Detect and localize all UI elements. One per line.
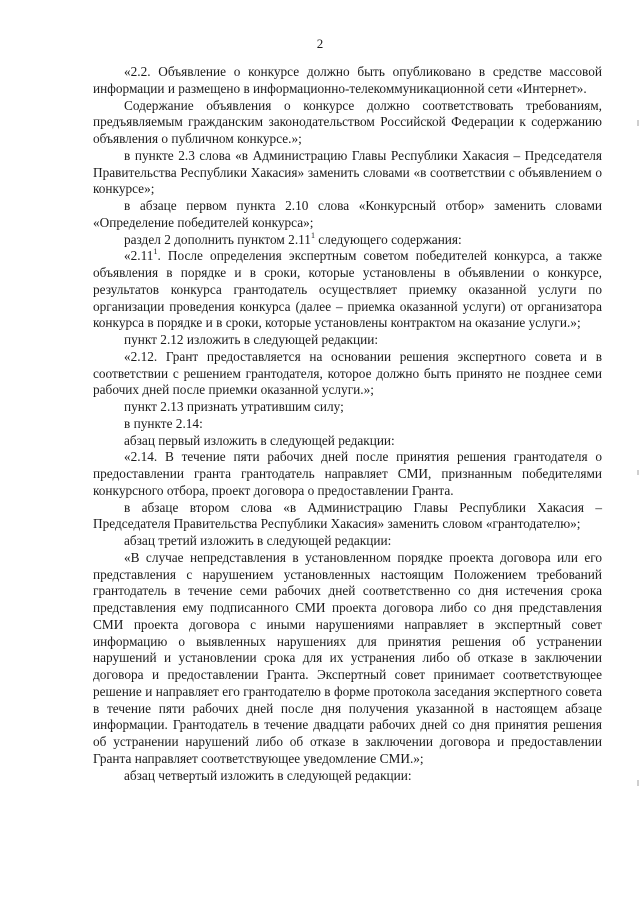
paragraph-2-10-amendment: в абзаце первом пункта 2.10 слова «Конкурсный отбор» заменить словами «Определение победителей конкурса»; — [93, 198, 602, 230]
scan-edge-mark — [637, 120, 639, 126]
paragraph-2-3-amendment: в пункте 2.3 слова «в Администрацию Главы Республики Хакасия – Председателя Правительства Республики Хакасия» заменить словами «в соответствии с объявлением о конкурсе»; — [93, 147, 602, 197]
paragraph-2-12-intro: пункт 2.12 изложить в следующей редакции: — [124, 332, 379, 347]
document-body — [93, 64, 602, 784]
paragraph-first-abzac-intro: абзац первый изложить в следующей редакции: — [124, 432, 395, 448]
paragraph-text: «2.11 — [124, 248, 154, 264]
paragraph-text: следующего содержания: — [314, 231, 462, 247]
paragraph-2-14-intro: в пункте 2.14: — [124, 415, 203, 431]
paragraph-fourth-abzac-intro: абзац четвертый изложить в следующей редакции: — [124, 767, 412, 783]
paragraph-third-abzac-text: «В случае непредставления в установленном порядке проекта договора или его представления с нарушением установленных настоящим Положением требований грантодатель в течение семи рабочих дней соответственно со дня истечения срока представления ему подписанного СМИ проекта договора либо со дня представления СМИ проекта договора с иными нарушениями направляет в экспертный совет информацию о выявленных нарушениях для принятия решения об устранении нарушений и установлении срока для их устранения либо об отказе в заключении договора и предоставлении Гранта. Экспертный совет принимает соответствующее решение и направляет его грантодателю в форме протокола заседания экспертного совета в течение пяти рабочих дней после дня получения указанной в настоящем абзаце информации. Грантодатель в течение двадцати рабочих дней со дня принятия решения об устранении нарушений либо об отказе в заключении договора и предоставлении Гранта направляет соответствующее уведомление СМИ.»; — [93, 549, 602, 766]
superscript: 1 — [310, 230, 315, 240]
paragraph-2-14-text: «2.14. В течение пяти рабочих дней после принятия решения грантодателя о предоставлении гранта грантодатель направляет СМИ, признанным победителями конкурсного отбора, проект договора о предоставлении Гранта. — [93, 449, 602, 498]
paragraph-text: . После определения экспертным советом победителей конкурса, а также объявления в порядке и в сроки, которые установлены в объявлении о конкурсе, результатов конкурса грантодатель осуществляет приемку оказанной услуги по организации проведения конкурса (далее – приемка оказанной услуги) от организатора конкурса в порядке и в сроки, которые установлены контрактом на оказание услуги.»; — [93, 248, 602, 331]
paragraph-third-abzac-intro: абзац третий изложить в следующей редакции: — [124, 533, 392, 548]
superscript: 1 — [153, 247, 158, 257]
page-number: 2 — [316, 36, 324, 51]
paragraph-section-2-addition — [93, 232, 602, 249]
paragraph-2-12-text: «2.12. Грант предоставляется на основании решения экспертного совета и в соответствии с решением грантодателя, которое должно быть принято не позднее семи рабочих дней после приемки оказанной услуги.»; — [93, 348, 602, 398]
scan-edge-mark — [637, 780, 639, 786]
paragraph-2-2: «2.2. Объявление о конкурсе должно быть опубликовано в средстве массовой информации и размещено в информационно-телекоммуникационной сети «Интернет». — [93, 64, 602, 96]
paragraph-2-13-repeal: пункт 2.13 признать утратившим силу; — [124, 399, 344, 414]
paragraph-2-11-1 — [93, 248, 602, 332]
scan-edge-mark — [637, 470, 639, 475]
paragraph-second-abzac-amendment: в абзаце втором слова «в Администрацию Главы Республики Хакасия – Председателя Правительства Республики Хакасия» заменить словом «грантодателю»; — [93, 499, 602, 532]
paragraph-text: раздел 2 дополнить пунктом 2.11 — [124, 231, 311, 247]
paragraph-announcement-content: Содержание объявления о конкурсе должно соответствовать требованиям, предъявляемым гражданским законодательством Российской Федерации к содержанию объявления о публичном конкурсе.»; — [93, 97, 602, 146]
